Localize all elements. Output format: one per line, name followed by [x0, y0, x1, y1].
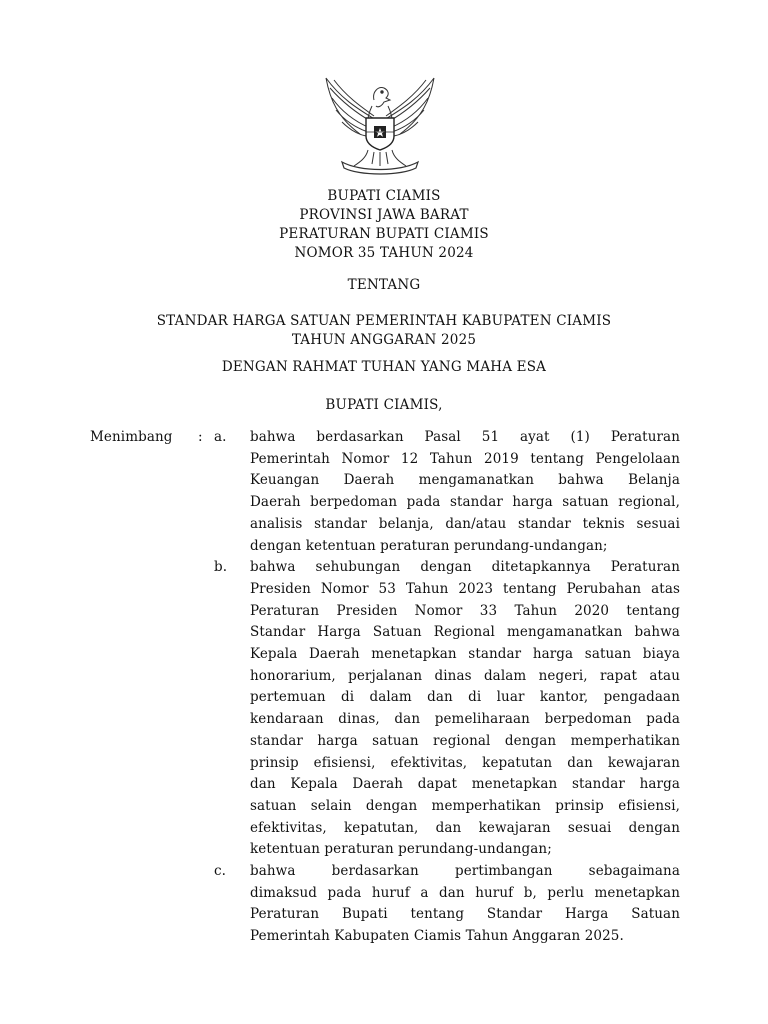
- tentang-heading: TENTANG: [347, 277, 421, 293]
- text-line: dan Kepala Daerah dapat menetapkan standar harga: [250, 776, 680, 793]
- title-line-1: STANDAR HARGA SATUAN PEMERINTAH KABUPATEN CIAMIS: [156, 313, 612, 329]
- menimbang-section: [90, 427, 690, 948]
- menimbang-colon: :: [198, 429, 203, 445]
- item-text: [250, 861, 680, 948]
- text-line: Pemerintah Kabupaten Ciamis Tahun Anggaran 2025.: [250, 928, 624, 945]
- text-line: Keuangan Daerah mengamanatkan bahwa Belanja: [250, 472, 680, 489]
- item-marker: b.: [214, 559, 228, 576]
- text-line: prinsip efisiensi, efektivitas, kepatutan dan kewajaran: [250, 754, 680, 771]
- text-line: dimaksud pada huruf a dan huruf b, perlu menetapkan: [250, 884, 680, 901]
- text-line: pertemuan di dalam dan di luar kantor, pengadaan: [250, 689, 680, 706]
- text-line: analisis standar belanja, dan/atau standar teknis sesuai: [250, 515, 680, 532]
- text-line: bahwa berdasarkan pertimbangan sebagaimana: [250, 863, 680, 880]
- menimbang-item-b: [90, 557, 690, 861]
- text-line: Peraturan Presiden Nomor 33 Tahun 2020 tentang: [250, 602, 680, 619]
- header-line-4: NOMOR 35 TAHUN 2024: [294, 245, 474, 261]
- text-line: ketentuan peraturan perundang-undangan;: [250, 841, 552, 858]
- garuda-emblem-icon: [320, 70, 440, 178]
- item-text: [250, 427, 680, 557]
- item-marker: c.: [214, 863, 227, 880]
- menimbang-label: Menimbang: [90, 429, 173, 445]
- item-marker: a.: [214, 429, 227, 445]
- header-line-3: PERATURAN BUPATI CIAMIS: [279, 226, 489, 242]
- text-line: bahwa sehubungan dengan ditetapkannya Peraturan: [250, 559, 680, 576]
- text-line: satuan selain dengan memperhatikan prinsip efisiensi,: [250, 797, 680, 814]
- header-line-1: BUPATI CIAMIS: [327, 188, 441, 204]
- text-line: honorarium, perjalanan dinas dalam negeri, rapat atau: [250, 667, 680, 684]
- text-line: dengan ketentuan peraturan perundang-undangan;: [250, 537, 608, 554]
- rahmat-line: DENGAN RAHMAT TUHAN YANG MAHA ESA: [221, 359, 547, 375]
- text-line: Presiden Nomor 53 Tahun 2023 tentang Perubahan atas: [250, 580, 680, 597]
- text-line: efektivitas, kepatutan, dan kewajaran sesuai dengan: [250, 819, 680, 836]
- text-line: bahwa berdasarkan Pasal 51 ayat (1) Peraturan: [250, 429, 680, 445]
- text-line: Peraturan Bupati tentang Standar Harga Satuan: [250, 906, 680, 923]
- regulation-title: [0, 312, 768, 350]
- text-line: standar harga satuan regional dengan memperhatikan: [250, 732, 680, 749]
- bupati-line: BUPATI CIAMIS,: [325, 397, 443, 413]
- text-line: Kepala Daerah menetapkan standar harga satuan biaya: [250, 646, 680, 663]
- menimbang-item-c: [90, 861, 690, 948]
- item-text: [250, 557, 680, 861]
- text-line: Daerah berpedoman pada standar harga satuan regional,: [250, 494, 680, 511]
- document-header: [0, 187, 768, 263]
- text-line: kendaraan dinas, dan pemeliharaan berpedoman pada: [250, 711, 680, 728]
- menimbang-item-a: [90, 427, 690, 557]
- header-line-2: PROVINSI JAWA BARAT: [299, 207, 469, 223]
- title-line-2: TAHUN ANGGARAN 2025: [291, 332, 477, 348]
- text-line: Standar Harga Satuan Regional mengamanatkan bahwa: [250, 624, 680, 641]
- text-line: Pemerintah Nomor 12 Tahun 2019 tentang Pengelolaan: [250, 450, 680, 467]
